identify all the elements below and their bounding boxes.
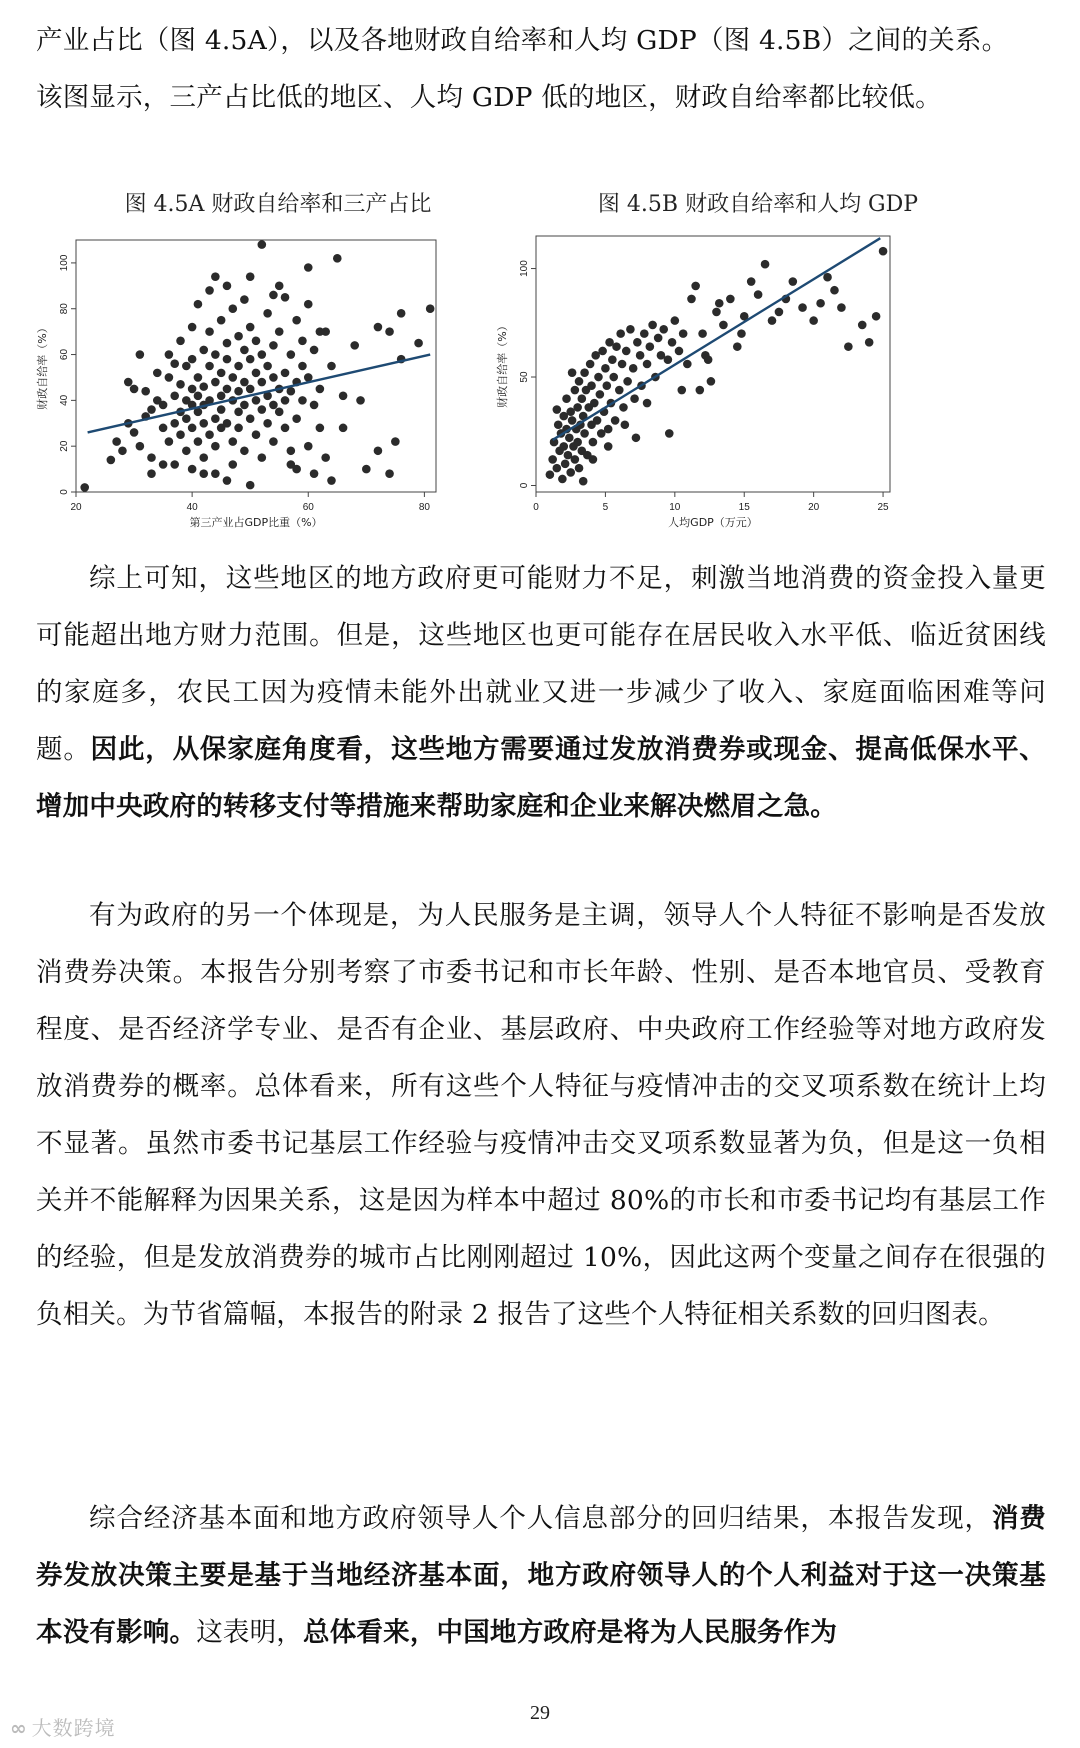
- chart-a-data-point: [170, 359, 179, 368]
- chart-b-data-point: [636, 351, 645, 360]
- chart-a-data-point: [170, 391, 179, 400]
- chart-a-data-point: [199, 346, 208, 355]
- chart-a-data-point: [263, 309, 272, 318]
- paragraph-2-text: 有为政府的另一个体现是，为人民服务是主调，领导人个人特征不影响是否发放消费券决策。本报告分别考察了市委书记和市长年龄、性别、是否本地官员、受教育程度、是否经济学专业、是否有企业、基层政府、中央政府工作经验等对地方政府发放消费券的概率。总体看来，所有这些个人特征与疫情冲击的交叉项系数在统计上均不显著。虽然市委书记基层工作经验与疫情冲击交叉项系数显著为负，但是这一负相关并不能解释为因果关系，这是因为样本中超过 80%的市长和市委书记均有基层工作的经验，但是发放消费券的城市占比刚刚超过 10%，因此这两个变量之间存在很强的负相关。为节省篇幅，本报告的附录 2 报告了这些个人特征相关系数的回归图表。: [36, 900, 1046, 1330]
- chart-a-data-point: [165, 350, 174, 359]
- chart-a-data-point: [182, 362, 191, 371]
- paragraph-3-text-a: 综合经济基本面和地方政府领导人个人信息部分的回归结果，本报告发现，: [89, 1503, 992, 1534]
- chart-a-data-point: [217, 369, 226, 378]
- chart-a-data-point: [211, 442, 220, 451]
- chart-b-data-point: [704, 355, 713, 364]
- chart-a-data-point: [80, 483, 89, 492]
- chart-b-data-point: [618, 360, 627, 369]
- chart-a-data-point: [287, 460, 296, 469]
- chart-a-data-point: [147, 405, 156, 414]
- chart-a-data-point: [269, 291, 278, 300]
- chart-a-data-point: [223, 282, 232, 291]
- chart-a-data-point: [188, 465, 197, 474]
- paragraph-1: [36, 550, 1046, 835]
- chart-b-data-point: [789, 277, 798, 286]
- paragraph-3-bold-b: 总体看来，中国地方政府是将为人民服务作为: [303, 1617, 838, 1648]
- chart-a-data-point: [205, 362, 214, 371]
- chart-b-x-axis-label: 人均GDP（万元）: [668, 516, 758, 529]
- chart-b-data-point: [568, 368, 577, 377]
- chart-a-data-point: [141, 387, 150, 396]
- chart-a-data-point: [211, 350, 220, 359]
- chart-b-data-point: [747, 277, 756, 286]
- chart-b-data-point: [587, 381, 596, 390]
- chart-a-data-point: [194, 373, 203, 382]
- paragraph-1-text: 综上可知，这些地区的地方政府更可能财力不足，刺激当地消费的资金投入量更可能超出地方财力范围。但是，这些地区也更可能存在居民收入水平低、临近贫困线的家庭多，农民工因为疫情未能外出就业又进一步减少了收入、家庭面临困难等问题。: [36, 563, 1046, 765]
- chart-a-y-axis-label: 财政自给率（%）: [36, 322, 49, 410]
- chart-a-y-tick-label: 100: [59, 254, 70, 272]
- chart-a-data-point: [211, 378, 220, 387]
- chart-a-data-point: [316, 385, 325, 394]
- chart-a-y-tick-label: 60: [59, 348, 70, 361]
- chart-b-data-point: [559, 442, 568, 451]
- chart-a-data-point: [292, 316, 301, 325]
- chart-b-data-point: [830, 286, 839, 295]
- chart-a-data-point: [159, 401, 168, 410]
- chart-b-x-tick-label: 20: [808, 502, 820, 513]
- chart-a-data-point: [246, 481, 255, 490]
- chart-a-data-point: [228, 373, 237, 382]
- chart-a-data-point: [136, 442, 145, 451]
- chart-a-y-tick-label: 20: [59, 440, 70, 452]
- chart-b-data-point: [546, 470, 555, 479]
- chart-b-data-point: [616, 329, 625, 338]
- chart-a-data-point: [246, 272, 255, 281]
- chart-a-data-point: [246, 385, 255, 394]
- chart-b-data-point: [648, 321, 657, 330]
- chart-a-data-point: [205, 430, 214, 439]
- chart-b-x-tick-label: 0: [533, 502, 539, 513]
- chart-a-data-point: [246, 414, 255, 423]
- chart-b-data-point: [715, 299, 724, 308]
- chart-a-data-point: [194, 437, 203, 446]
- chart-a-data-point: [269, 437, 278, 446]
- chart-a-data-point: [170, 460, 179, 469]
- chart-a-data-point: [246, 323, 255, 332]
- chart-b-data-point: [754, 290, 763, 299]
- intro-paragraph: [36, 12, 1046, 126]
- chart-a-data-point: [228, 437, 237, 446]
- chart-a-data-point: [269, 401, 278, 410]
- intro-line-1: 产业占比（图 4.5A），以及各地财政自给率和人均 GDP（图 4.5B）之间的关系。: [36, 25, 1009, 56]
- chart-b-data-point: [646, 342, 655, 351]
- figure-4-5b-title: 图 4.5B 财政自给率和人均 GDP: [597, 192, 919, 217]
- chart-a-data-point: [304, 442, 313, 451]
- chart-b-data-point: [775, 308, 784, 317]
- intro-line-2: 该图显示，三产占比低的地区、人均 GDP 低的地区，财政自给率都比较低。: [36, 82, 942, 113]
- watermark-logo-icon: ∞: [10, 1716, 28, 1740]
- chart-b-data-point: [619, 403, 628, 412]
- chart-b-data-point: [698, 329, 707, 338]
- chart-a-data-point: [147, 469, 156, 478]
- chart-b-data-point: [675, 347, 684, 356]
- chart-b-data-point: [823, 273, 832, 282]
- chart-a-data-point: [281, 369, 290, 378]
- chart-b-data-point: [768, 316, 777, 325]
- chart-b-y-tick-label: 50: [519, 371, 530, 383]
- chart-a-data-point: [188, 424, 197, 433]
- chart-b-x-tick-label: 25: [877, 502, 889, 513]
- chart-b-data-point: [643, 360, 652, 369]
- chart-a-data-point: [188, 385, 197, 394]
- chart-b-data-point: [677, 386, 686, 395]
- chart-b-data-point: [589, 438, 598, 447]
- chart-a-data-point: [316, 424, 325, 433]
- figure-4-5b: [496, 190, 968, 560]
- chart-b-data-point: [566, 468, 575, 477]
- chart-a-data-point: [234, 408, 243, 417]
- chart-a-x-tick-label: 80: [418, 502, 430, 513]
- chart-a-data-point: [316, 327, 325, 336]
- chart-b-x-tick-label: 15: [738, 502, 750, 513]
- chart-a-data-point: [211, 414, 220, 423]
- chart-a-data-point: [170, 419, 179, 428]
- chart-a-data-point: [211, 272, 220, 281]
- chart-a-data-point: [223, 339, 232, 348]
- chart-b-data-point: [594, 373, 603, 382]
- chart-a-data-point: [385, 469, 394, 478]
- chart-b-data-point: [611, 416, 620, 425]
- chart-b-x-tick-label: 5: [602, 502, 609, 513]
- chart-a-data-point: [292, 414, 301, 423]
- chart-a-data-point: [321, 453, 330, 462]
- chart-a-data-point: [252, 430, 261, 439]
- chart-a-data-point: [234, 387, 243, 396]
- chart-a-data-point: [304, 263, 313, 272]
- chart-b-data-point: [601, 364, 610, 373]
- watermark-text: 大数跨境: [31, 1716, 116, 1740]
- chart-a-data-point: [397, 309, 406, 318]
- chart-a-data-point: [147, 453, 156, 462]
- chart-b-data-point: [612, 342, 621, 351]
- page-number: 29: [530, 1702, 550, 1724]
- chart-b-data-point: [603, 381, 612, 390]
- chart-a-data-point: [385, 327, 394, 336]
- chart-b-data-point: [719, 321, 728, 330]
- chart-a-data-point: [275, 282, 284, 291]
- chart-a-data-point: [217, 391, 226, 400]
- chart-b-data-point: [879, 247, 888, 256]
- chart-b-data-point: [573, 403, 582, 412]
- chart-b-data-point: [553, 405, 562, 414]
- chart-a-data-point: [176, 380, 185, 389]
- chart-b-data-point: [872, 312, 881, 321]
- chart-b-data-point: [668, 338, 677, 347]
- chart-a-data-point: [246, 355, 255, 364]
- chart-b-data-point: [580, 429, 589, 438]
- chart-b-data-point: [598, 347, 607, 356]
- chart-b-data-point: [798, 303, 807, 312]
- chart-b-data-point: [640, 329, 649, 338]
- chart-a-data-point: [234, 332, 243, 341]
- chart-a-data-point: [153, 369, 162, 378]
- chart-a-data-point: [112, 437, 121, 446]
- chart-a-data-point: [124, 378, 133, 387]
- chart-b-data-point: [761, 260, 770, 269]
- chart-a-data-point: [275, 327, 284, 336]
- chart-a-data-point: [199, 419, 208, 428]
- chart-a-data-point: [223, 385, 232, 394]
- chart-b-data-point: [571, 455, 580, 464]
- chart-a-data-point: [298, 362, 307, 371]
- chart-a-data-point: [287, 350, 296, 359]
- chart-b-data-point: [548, 455, 557, 464]
- chart-a-data-point: [252, 337, 261, 346]
- chart-a-data-point: [182, 446, 191, 455]
- chart-a-data-point: [263, 362, 272, 371]
- chart-a-data-point: [258, 453, 267, 462]
- chart-a-data-point: [107, 456, 116, 465]
- chart-a-data-point: [310, 469, 319, 478]
- chart-a-data-point: [281, 424, 290, 433]
- chart-a-data-point: [258, 405, 267, 414]
- figure-4-5a-chart: [36, 230, 488, 560]
- chart-a-data-point: [188, 323, 197, 332]
- chart-b-data-point: [596, 390, 605, 399]
- chart-a-data-point: [240, 346, 249, 355]
- chart-a-data-point: [391, 437, 400, 446]
- chart-b-data-point: [816, 299, 825, 308]
- chart-b-data-point: [571, 386, 580, 395]
- chart-a-y-tick-label: 0: [59, 489, 70, 495]
- chart-a-data-point: [194, 391, 203, 400]
- chart-b-data-point: [608, 355, 617, 364]
- paragraph-2: [36, 887, 1046, 1343]
- chart-b-data-point: [573, 438, 582, 447]
- figure-4-5b-chart: [496, 230, 968, 560]
- chart-b-data-point: [553, 464, 562, 473]
- chart-b-data-point: [865, 338, 874, 347]
- chart-a-data-point: [310, 401, 319, 410]
- chart-a-data-point: [258, 378, 267, 387]
- chart-b-data-point: [858, 321, 867, 330]
- chart-a-data-point: [298, 337, 307, 346]
- chart-b-data-point: [726, 295, 735, 304]
- chart-a-data-point: [263, 419, 272, 428]
- chart-b-data-point: [575, 464, 584, 473]
- chart-b-data-point: [579, 477, 588, 486]
- chart-b-data-point: [659, 325, 668, 334]
- chart-a-data-point: [234, 424, 243, 433]
- chart-a-data-point: [310, 346, 319, 355]
- chart-b-data-point: [671, 316, 680, 325]
- chart-b-data-point: [654, 334, 663, 343]
- chart-b-y-axis-label: 财政自给率（%）: [496, 320, 509, 408]
- chart-a-data-point: [327, 362, 336, 371]
- chart-b-data-point: [712, 308, 721, 317]
- chart-a-data-point: [426, 304, 435, 313]
- chart-a-data-point: [269, 373, 278, 382]
- chart-a-data-point: [281, 293, 290, 302]
- chart-a-data-point: [339, 391, 348, 400]
- chart-a-data-point: [165, 437, 174, 446]
- chart-b-data-point: [629, 364, 638, 373]
- chart-a-data-point: [228, 304, 237, 313]
- chart-a-data-point: [211, 469, 220, 478]
- chart-b-data-point: [590, 399, 599, 408]
- chart-a-data-point: [258, 350, 267, 359]
- chart-a-data-point: [118, 446, 127, 455]
- chart-a-data-point: [176, 430, 185, 439]
- chart-b-data-point: [562, 394, 571, 403]
- chart-b-data-point: [632, 433, 641, 442]
- chart-a-data-point: [240, 446, 249, 455]
- chart-b-data-point: [558, 475, 567, 484]
- chart-a-data-point: [252, 396, 261, 405]
- chart-a-data-point: [194, 300, 203, 309]
- chart-b-data-point: [586, 360, 595, 369]
- chart-b-data-point: [623, 377, 632, 386]
- chart-b-x-tick-label: 10: [669, 502, 681, 513]
- chart-a-data-point: [188, 355, 197, 364]
- chart-b-data-point: [578, 394, 587, 403]
- chart-b-data-point: [679, 329, 688, 338]
- chart-a-data-point: [223, 419, 232, 428]
- chart-a-data-point: [136, 350, 145, 359]
- chart-a-data-point: [252, 369, 261, 378]
- chart-a-data-point: [304, 300, 313, 309]
- chart-b-data-point: [575, 377, 584, 386]
- chart-a-data-point: [298, 396, 307, 405]
- chart-b-data-point: [626, 325, 635, 334]
- chart-a-x-tick-label: 40: [186, 502, 198, 513]
- chart-b-data-point: [565, 433, 574, 442]
- chart-a-data-point: [223, 355, 232, 364]
- chart-a-data-point: [176, 337, 185, 346]
- chart-a-data-point: [240, 401, 249, 410]
- chart-b-data-point: [664, 355, 673, 364]
- chart-a-y-tick-label: 80: [59, 303, 70, 315]
- chart-a-y-tick-label: 40: [59, 394, 70, 406]
- chart-b-y-tick-label: 100: [519, 260, 530, 277]
- chart-b-data-point: [609, 373, 618, 382]
- chart-a-data-point: [217, 316, 226, 325]
- chart-a-data-point: [275, 408, 284, 417]
- chart-a-data-point: [350, 341, 359, 350]
- chart-b-data-point: [621, 420, 630, 429]
- chart-a-data-point: [182, 414, 191, 423]
- chart-b-data-point: [604, 425, 613, 434]
- chart-a-x-axis-label: 第三产业占GDP比重（%）: [189, 516, 323, 529]
- chart-a-data-point: [240, 295, 249, 304]
- chart-b-data-point: [593, 416, 602, 425]
- chart-b-data-point: [691, 282, 700, 291]
- figure-4-5a-title: 图 4.5A 财政自给率和三产占比: [124, 192, 432, 217]
- chart-b-data-point: [844, 342, 853, 351]
- chart-b-data-point: [554, 420, 563, 429]
- watermark: [10, 1712, 116, 1741]
- chart-a-data-point: [159, 424, 168, 433]
- chart-a-data-point: [165, 373, 174, 382]
- chart-b-data-point: [643, 399, 652, 408]
- chart-a-data-point: [228, 460, 237, 469]
- chart-b-data-point: [737, 329, 746, 338]
- chart-b-data-point: [561, 459, 570, 468]
- chart-a-x-tick-label: 20: [70, 502, 82, 513]
- chart-a-data-point: [362, 465, 371, 474]
- figure-4-5a: [36, 190, 488, 560]
- chart-a-data-point: [199, 469, 208, 478]
- chart-a-data-point: [234, 362, 243, 371]
- chart-a-data-point: [205, 327, 214, 336]
- chart-b-data-point: [580, 368, 589, 377]
- paragraph-3: [36, 1490, 1046, 1661]
- chart-a-data-point: [269, 341, 278, 350]
- chart-a-data-point: [205, 286, 214, 295]
- chart-a-data-point: [374, 323, 383, 332]
- chart-a-data-point: [281, 396, 290, 405]
- chart-b-data-point: [683, 360, 692, 369]
- chart-a-data-point: [287, 446, 296, 455]
- paragraph-1-bold: 因此，从保家庭角度看，这些地方需要通过发放消费券或现金、提高低保水平、增加中央政府的转移支付等措施来帮助家庭和企业来解决燃眉之急。: [36, 734, 1047, 822]
- paragraph-3-text-b: 这表明，: [196, 1617, 304, 1648]
- chart-b-data-point: [630, 394, 639, 403]
- chart-a-data-point: [327, 476, 336, 485]
- chart-a-data-point: [217, 405, 226, 414]
- paragraph-3-bold-a: 消费券发放决策主要是基于当地经济基本面，地方政府领导人的个人利益对于这一决策基本没有影响。: [36, 1503, 1046, 1648]
- chart-a-data-point: [199, 453, 208, 462]
- chart-a-data-point: [414, 339, 423, 348]
- chart-a-data-point: [333, 254, 342, 263]
- chart-a-data-point: [287, 387, 296, 396]
- chart-b-data-point: [665, 429, 674, 438]
- chart-b-data-point: [733, 342, 742, 351]
- chart-b-data-point: [615, 386, 624, 395]
- chart-b-data-point: [622, 347, 631, 356]
- chart-b-data-point: [837, 303, 846, 312]
- chart-a-data-point: [374, 446, 383, 455]
- chart-b-data-point: [568, 416, 577, 425]
- chart-a-data-point: [356, 396, 365, 405]
- chart-a-data-point: [240, 378, 249, 387]
- chart-a-data-point: [258, 240, 267, 249]
- chart-b-data-point: [604, 442, 613, 451]
- chart-b-data-point: [633, 338, 642, 347]
- chart-b-data-point: [809, 316, 818, 325]
- chart-a-data-point: [223, 476, 232, 485]
- chart-b-data-point: [696, 386, 705, 395]
- chart-a-data-point: [339, 424, 348, 433]
- chart-a-x-tick-label: 60: [302, 502, 314, 513]
- chart-a-data-point: [159, 460, 168, 469]
- chart-a-data-point: [130, 428, 139, 437]
- chart-b-data-point: [589, 455, 598, 464]
- chart-a-data-point: [199, 382, 208, 391]
- chart-b-data-point: [707, 377, 716, 386]
- chart-a-data-point: [130, 385, 139, 394]
- chart-b-data-point: [687, 295, 696, 304]
- chart-b-y-tick-label: 0: [519, 482, 530, 489]
